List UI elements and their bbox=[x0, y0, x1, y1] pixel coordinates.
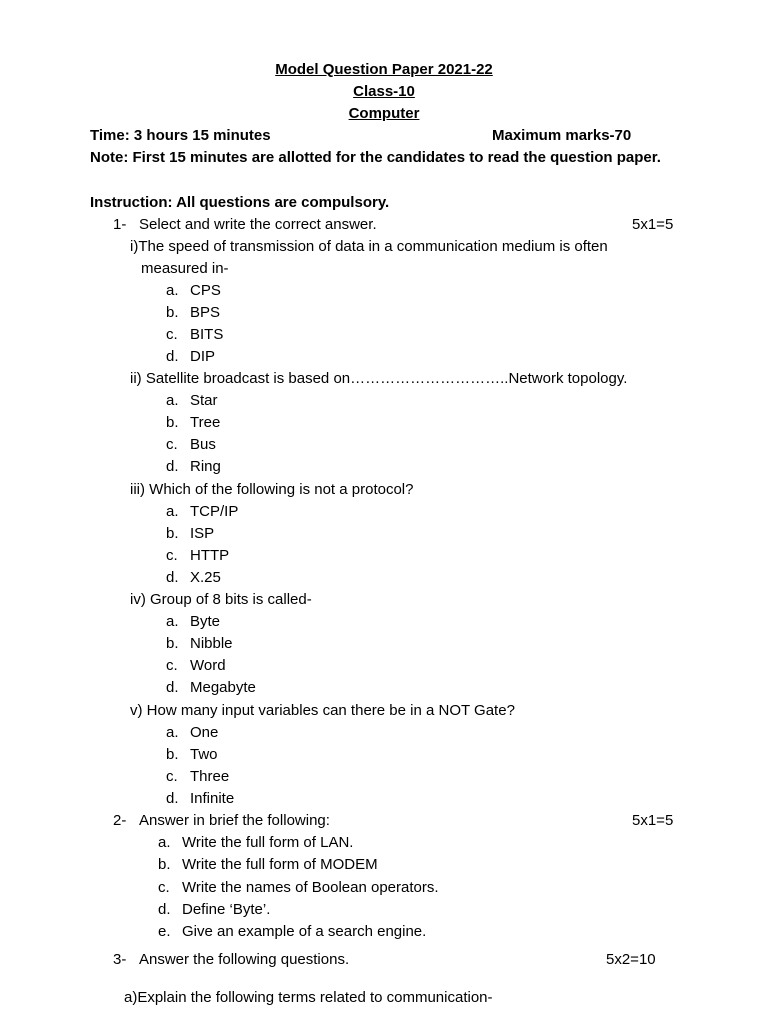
option-item: c. BITS bbox=[166, 326, 224, 343]
class-label: Class-10 bbox=[353, 83, 415, 100]
option-item: a. Byte bbox=[166, 613, 221, 630]
option-item: b. Tree bbox=[166, 414, 221, 431]
option-item: b. BPS bbox=[166, 304, 221, 321]
option-item: d. Ring bbox=[166, 458, 221, 475]
paper-title: Model Question Paper 2021-22 bbox=[275, 61, 493, 78]
q1-sub-1-stem-line2: measured in- bbox=[141, 260, 229, 277]
option-item: b. ISP bbox=[166, 525, 215, 542]
time-label: Time: 3 hours 15 minutes bbox=[90, 127, 271, 144]
option-item: d. DIP bbox=[166, 348, 216, 365]
question-2-marks: 5x1=5 bbox=[632, 812, 674, 829]
option-item: c. Bus bbox=[166, 436, 216, 453]
question-1-marks: 5x1=5 bbox=[632, 216, 674, 233]
option-item: d. Megabyte bbox=[166, 679, 256, 696]
q3-sub-a: a)Explain the following terms related to communication- bbox=[124, 989, 493, 1006]
list-item: d. Define ‘Byte’. bbox=[158, 901, 271, 918]
option-item: c. HTTP bbox=[166, 547, 230, 564]
subject-label: Computer bbox=[348, 105, 420, 122]
q1-sub-4-stem: iv) Group of 8 bits is called- bbox=[130, 591, 312, 608]
question-3-marks: 5x2=10 bbox=[606, 951, 656, 968]
q1-sub-1-stem-line1: i)The speed of transmission of data in a communication medium is often bbox=[130, 238, 608, 255]
option-item: b. Two bbox=[166, 746, 218, 763]
list-item: e. Give an example of a search engine. bbox=[158, 923, 427, 940]
q1-sub-5-stem: v) How many input variables can there be in a NOT Gate? bbox=[130, 702, 515, 719]
option-item: a. TCP/IP bbox=[166, 503, 239, 520]
question-text: Answer in brief the following: bbox=[139, 812, 330, 829]
note-text: Note: First 15 minutes are allotted for the candidates to read the question paper. bbox=[90, 149, 661, 166]
question-3-header bbox=[113, 950, 349, 970]
option-item: a. One bbox=[166, 724, 219, 741]
instruction-text: Instruction: All questions are compulsory. bbox=[90, 194, 390, 211]
option-item: a. CPS bbox=[166, 282, 221, 299]
list-item: a. Write the full form of LAN. bbox=[158, 834, 354, 851]
max-marks-label: Maximum marks-70 bbox=[492, 127, 632, 144]
question-text: Answer the following questions. bbox=[139, 951, 350, 968]
question-text: Select and write the correct answer. bbox=[139, 216, 377, 233]
question-number: 3- bbox=[113, 951, 127, 968]
question-1-header bbox=[113, 215, 377, 235]
question-number: 2- bbox=[113, 812, 127, 829]
list-item: b. Write the full form of MODEM bbox=[158, 856, 378, 873]
option-item: c. Word bbox=[166, 657, 226, 674]
option-item: a. Star bbox=[166, 392, 218, 409]
option-item: d. Infinite bbox=[166, 790, 235, 807]
option-item: c. Three bbox=[166, 768, 230, 785]
q1-sub-2-stem: ii) Satellite broadcast is based on…………………………..Network topology. bbox=[130, 370, 628, 387]
list-item: c. Write the names of Boolean operators. bbox=[158, 879, 439, 896]
question-number: 1- bbox=[113, 216, 127, 233]
option-item: b. Nibble bbox=[166, 635, 233, 652]
q1-sub-3-stem: iii) Which of the following is not a protocol? bbox=[130, 481, 414, 498]
question-2-header bbox=[113, 811, 330, 831]
option-item: d. X.25 bbox=[166, 569, 221, 586]
